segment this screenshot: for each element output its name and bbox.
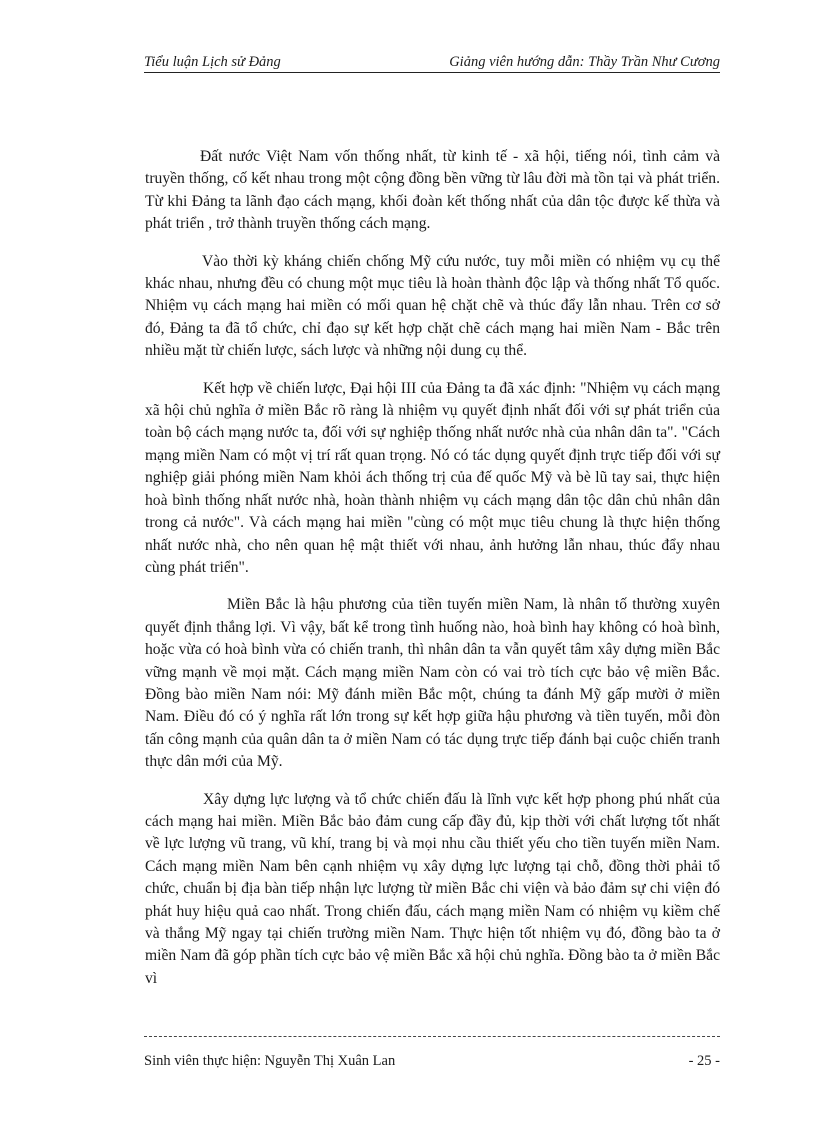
paragraph: Vào thời kỳ kháng chiến chống Mỹ cứu nước, tuy mỗi miền có nhiệm vụ cụ thể khác nhau, nhưng đều có chung một mục tiêu là hoàn thành độc lập và thống nhất Tổ quốc. Nhiệm vụ cách mạng hai miền có mối quan hệ chặt chẽ và thúc đẩy lẫn nhau. Trên cơ sở đó, Đảng ta đã tổ chức, chỉ đạo sự kết hợp chặt chẽ cách mạng hai miền Nam - Bắc trên nhiều mặt từ chiến lược, sách lược và những nội dung cụ thể. [145,252,720,360]
paragraph: Miền Bắc là hậu phương của tiền tuyến miền Nam, là nhân tố thường xuyên quyết định thắng lợi. Vì vậy, bất kể trong tình huống nào, hoà bình hay không có hoà bình, hoặc vừa có hoà bình vừa có chiến tranh, thì nhân dân ta vẫn quyết tâm xây dựng miền Bắc vững mạnh về mọi mặt. Cách mạng miền Nam còn có vai trò tích cực bảo vệ miền Bắc. Đồng bào miền Nam nói: Mỹ đánh miền Bắc một, chúng ta đánh Mỹ gấp mười ở miền Nam. Điều đó có ý nghĩa rất lớn trong sự kết hợp giữa hậu phương và tiền tuyến, mỗi đòn tấn công mạnh của quân dân ta ở miền Nam có tác dụng trực tiếp đánh bại cuộc chiến tranh thực dân mới của Mỹ. [145,596,720,771]
paragraph: Đất nước Việt Nam vốn thống nhất, từ kinh tế - xã hội, tiếng nói, tình cảm và truyền thống, cố kết nhau trong một cộng đồng bền vững từ lâu đời mà tồn tại và phát triển. Từ khi Đảng ta lãnh đạo cách mạng, khối đoàn kết thống nhất của dân tộc được kế thừa và phát triển , trở thành truyền thống cách mạng. [145,148,720,233]
header-course-title: Tiểu luận Lịch sử Đảng [144,54,281,70]
paragraph: Xây dựng lực lượng và tổ chức chiến đấu là lĩnh vực kết hợp phong phú nhất của cách mạng hai miền. Miền Bắc bảo đảm cung cấp đầy đủ, kịp thời với chất lượng tốt nhất về lực lượng vũ trang, vũ khí, trang bị và mọi nhu cầu thiết yếu cho tiền tuyến miền Nam. Cách mạng miền Nam bên cạnh nhiệm vụ xây dựng lực lượng tại chỗ, đồng thời phải tổ chức, chuẩn bị địa bàn tiếp nhận lực lượng từ miền Bắc chi viện và bảo đảm sự chi viện đó phát huy hiệu quả cao nhất. Trong chiến đấu, cách mạng miền Nam có nhiệm vụ kiềm chế và thắng Mỹ ngay tại chiến trường miền Nam. Thực hiện tốt nhiệm vụ đó, đồng bào ta ở miền Nam đã góp phần tích cực bảo vệ miền Bắc xã hội chủ nghĩa. Đồng bào ta ở miền Bắc vì [145,790,720,987]
page-body [145,146,720,1005]
header-instructor: Giảng viên hướng dẫn: Thầy Trần Như Cương [449,54,720,70]
page-footer [144,1036,720,1069]
page-number: - 25 - [688,1053,720,1069]
footer-student-name: Sinh viên thực hiện: Nguyễn Thị Xuân Lan [144,1053,396,1069]
page-header [144,52,720,73]
paragraph: Kết hợp về chiến lược, Đại hội III của Đảng ta đã xác định: "Nhiệm vụ cách mạng xã hội chủ nghĩa ở miền Bắc rõ ràng là nhiệm vụ quyết định nhất đối với sự phát triển của toàn bộ cách mạng nước ta, đối với sự nghiệp thống nhất nước nhà của nhân dân ta". "Cách mạng miền Nam có một vị trí rất quan trọng. Nó có tác dụng quyết định trực tiếp đối với sự nghiệp giải phóng miền Nam khỏi ách thống trị của đế quốc Mỹ và bè lũ tay sai, thực hiện hoà bình thống nhất nước nhà, hoàn thành nhiệm vụ cách mạng dân tộc dân chủ nhân dân trong cả nước". Và cách mạng hai miền "cùng có một mục tiêu chung là thực hiện thống nhất nước nhà, cho nên quan hệ mật thiết với nhau, ảnh hưởng lẫn nhau, thúc đẩy nhau cùng phát triển". [145,379,720,576]
